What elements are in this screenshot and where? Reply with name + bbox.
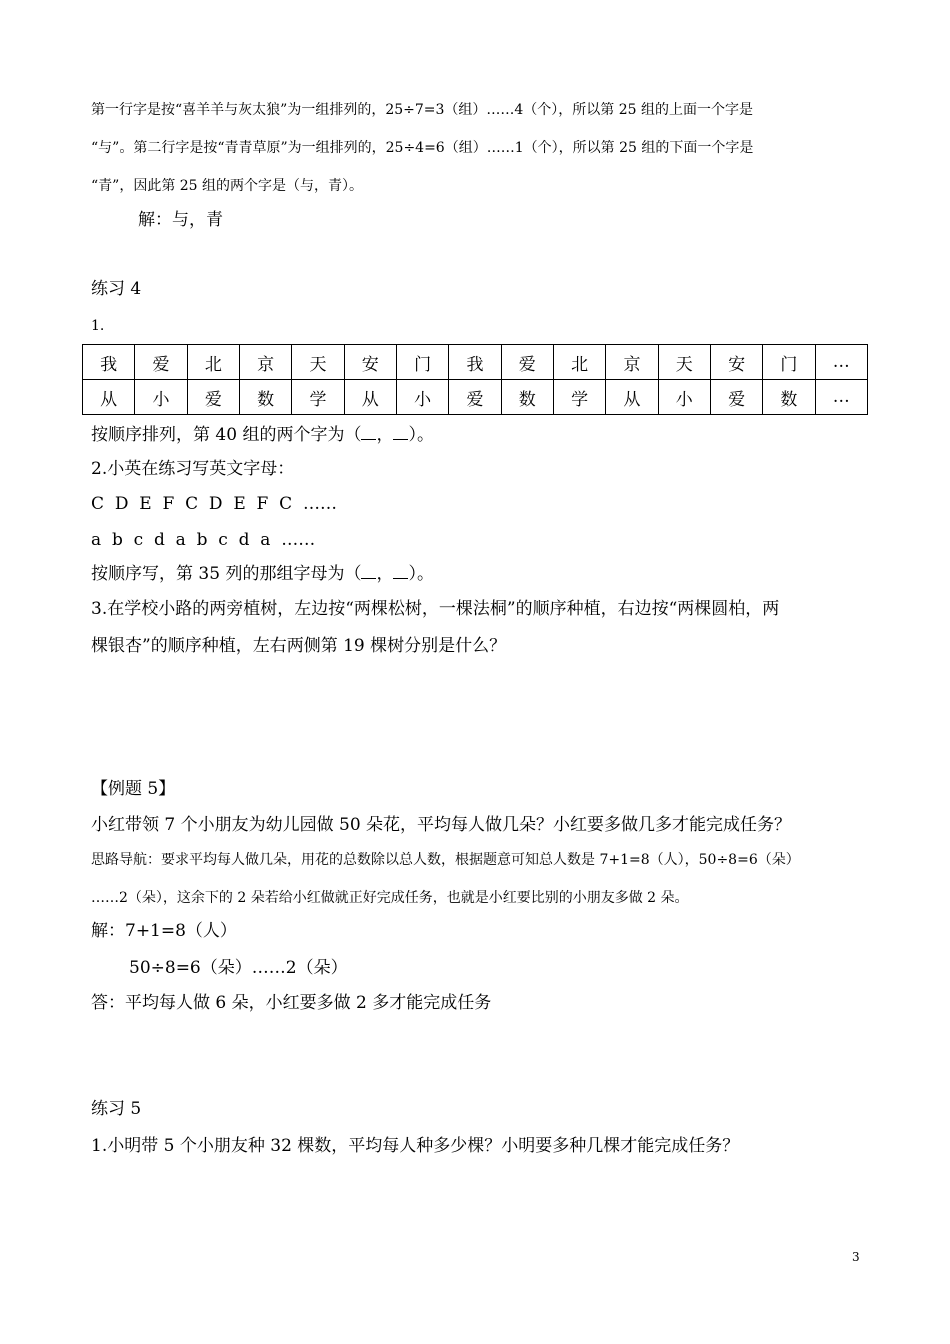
example5-hint-line-1: 思路导航：要求平均每人做几朵，用花的总数除以总人数，根据题意可知总人数是 7+1=8（人），50÷8=6（朵） xyxy=(91,852,800,868)
table-cell: 天 xyxy=(292,345,344,380)
q1-answer-blank-1[interactable] xyxy=(361,439,376,440)
table-cell: … xyxy=(815,345,867,380)
table-cell: 数 xyxy=(763,380,815,415)
practice4-q2-intro: 2.小英在练习写英文字母： xyxy=(91,459,295,479)
q2-prompt-sep: ， xyxy=(376,564,394,584)
q1-prompt-start: 按顺序排列，第 40 组的两个字为（ xyxy=(91,425,362,445)
table-cell: 小 xyxy=(658,380,710,415)
explanation-line-1: 第一行字是按“喜羊羊与灰太狼”为一组排列的，25÷7=3（组）……4（个），所以第 25 组的上面一个字是 xyxy=(91,102,754,118)
table-cell: 安 xyxy=(710,345,762,380)
q1-answer-blank-2[interactable] xyxy=(393,439,408,440)
table-cell: 京 xyxy=(606,345,658,380)
explanation-line-3: “青”，因此第 25 组的两个字是（与，青）。 xyxy=(91,178,364,194)
table-cell: 爱 xyxy=(187,380,239,415)
practice5-q1: 1.小明带 5 个小朋友种 32 棵数，平均每人种多少棵？小明要多种几棵才能完成任务？ xyxy=(91,1136,740,1156)
explanation-line-2: “与”。第二行字是按“青青草原”为一组排列的，25÷4=6（组）……1（个），所以第 25 组的下面一个字是 xyxy=(91,140,754,156)
table-cell: 北 xyxy=(553,345,605,380)
example5-question: 小红带领 7 个小朋友为幼儿园做 50 朵花，平均每人做几朵？小红要多做几多才能完成任务？ xyxy=(91,815,792,835)
page-number: 3 xyxy=(852,1250,860,1264)
practice4-q2-prompt xyxy=(91,564,434,584)
table-cell: … xyxy=(815,380,867,415)
table-cell: 北 xyxy=(187,345,239,380)
q2-prompt-end: ）。 xyxy=(408,564,434,584)
table-cell: 我 xyxy=(449,345,501,380)
table-cell: 天 xyxy=(658,345,710,380)
table-cell: 爱 xyxy=(449,380,501,415)
table-cell: 爱 xyxy=(501,345,553,380)
table-cell: 学 xyxy=(292,380,344,415)
practice4-title: 练习 4 xyxy=(91,279,142,299)
character-sequence-table xyxy=(82,344,868,415)
table-row xyxy=(83,345,868,380)
q1-prompt-end: ）。 xyxy=(408,425,434,445)
practice4-q3-line-2: 棵银杏”的顺序种植，左右两侧第 19 棵树分别是什么？ xyxy=(91,636,507,656)
example5-solution-line-1: 解：7+1=8（人） xyxy=(91,921,237,941)
practice4-q3-line-1: 3.在学校小路的两旁植树，左边按“两棵松树，一棵法桐”的顺序种植，右边按“两棵圆柏，两 xyxy=(91,599,780,619)
table-cell: 小 xyxy=(135,380,187,415)
letter-sequence-upper: C D E F C D E F C …… xyxy=(91,494,337,514)
table-cell: 门 xyxy=(396,345,448,380)
practice5-title: 练习 5 xyxy=(91,1099,142,1119)
table-cell: 爱 xyxy=(135,345,187,380)
q1-prompt-sep: ， xyxy=(376,425,394,445)
table-cell: 学 xyxy=(553,380,605,415)
table-cell: 数 xyxy=(239,380,291,415)
q2-answer-blank-1[interactable] xyxy=(361,578,376,579)
example5-title: 【例题 5】 xyxy=(91,779,176,799)
table-cell: 我 xyxy=(83,345,135,380)
table-cell: 安 xyxy=(344,345,396,380)
practice4-q1-prompt xyxy=(91,425,434,445)
letter-sequence-lower: a b c d a b c d a …… xyxy=(91,530,316,550)
example4-answer: 解：与，青 xyxy=(138,210,223,230)
table-cell: 京 xyxy=(239,345,291,380)
table-cell: 小 xyxy=(396,380,448,415)
example5-answer: 答：平均每人做 6 朵，小红要多做 2 多才能完成任务 xyxy=(91,993,492,1013)
example5-hint-line-2: ……2（朵），这余下的 2 朵若给小红做就正好完成任务，也就是小红要比别的小朋友多做 2 朵。 xyxy=(91,890,689,906)
q2-prompt-start: 按顺序写，第 35 列的那组字母为（ xyxy=(91,564,362,584)
practice4-q1-number: 1. xyxy=(91,318,105,334)
table-cell: 爱 xyxy=(710,380,762,415)
table-row xyxy=(83,380,868,415)
table-cell: 从 xyxy=(83,380,135,415)
example5-solution-line-2: 50÷8=6（朵）……2（朵） xyxy=(129,958,348,978)
table-cell: 从 xyxy=(344,380,396,415)
table-cell: 从 xyxy=(606,380,658,415)
table-cell: 门 xyxy=(763,345,815,380)
table-cell: 数 xyxy=(501,380,553,415)
q2-answer-blank-2[interactable] xyxy=(393,578,408,579)
